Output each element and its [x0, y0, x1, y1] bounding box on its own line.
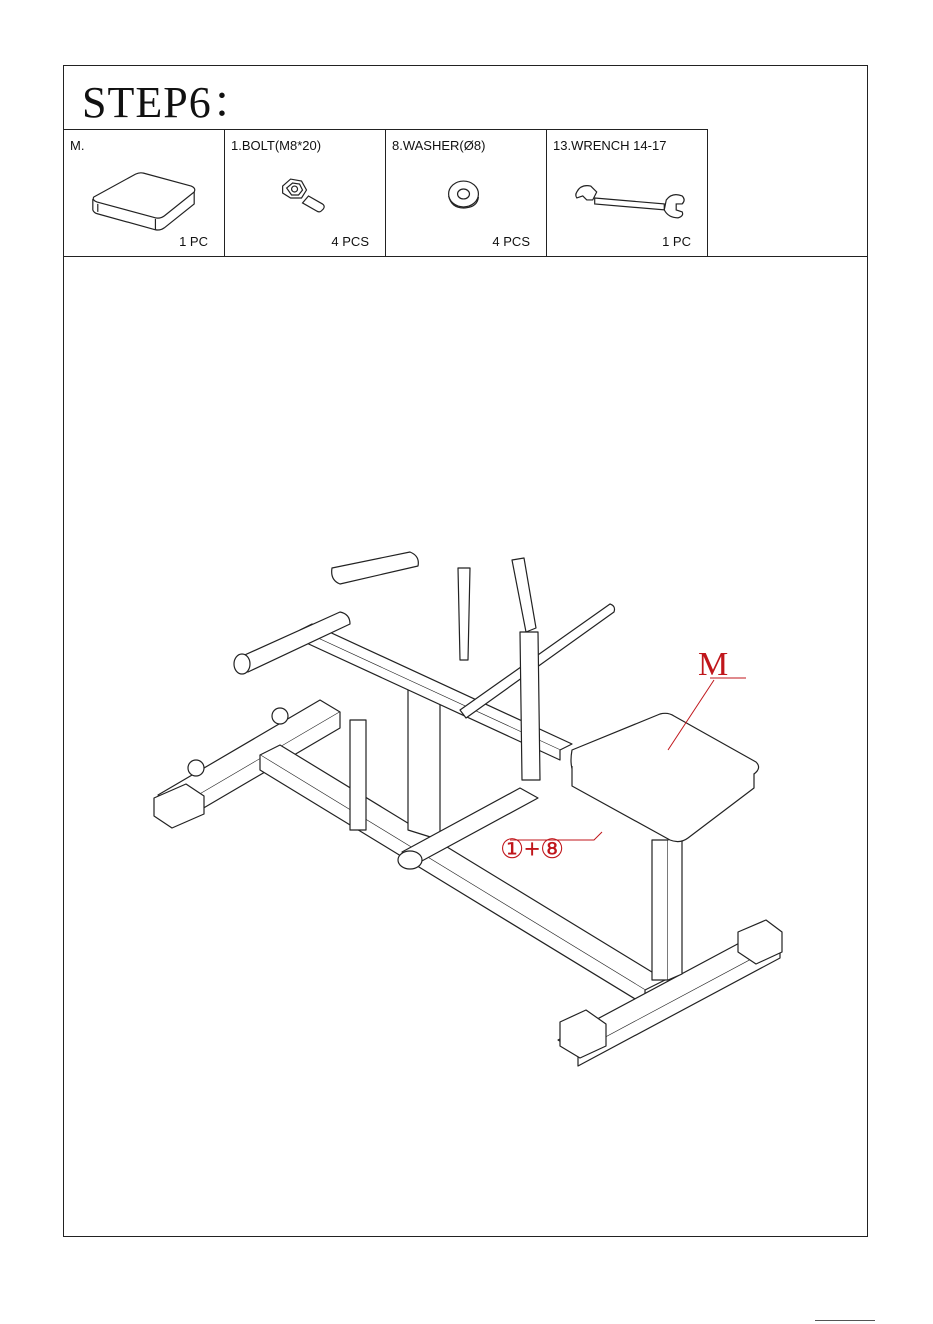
part-name: 13.WRENCH 14-17 — [553, 138, 667, 153]
part-cell-wrench — [547, 130, 707, 256]
parts-list — [63, 129, 708, 257]
callout-part-m: M — [698, 646, 729, 683]
part-qty: 4 PCS — [331, 234, 369, 249]
callout-bolt-washer: ①+⑧ — [500, 834, 565, 864]
assembly-diagram — [140, 540, 800, 1080]
part-name: 8.WASHER(Ø8) — [392, 138, 486, 153]
page-edge-mark — [815, 1320, 875, 1321]
washer-icon — [386, 152, 546, 234]
parts-divider — [63, 256, 868, 257]
part-qty: 4 PCS — [492, 234, 530, 249]
wrench-icon — [547, 152, 707, 234]
part-cell-seat — [64, 130, 225, 256]
part-name: M. — [70, 138, 85, 153]
bolt-icon — [225, 152, 385, 234]
step-title: STEP6： — [82, 78, 257, 127]
part-cell-bolt — [225, 130, 386, 256]
part-qty: 1 PC — [179, 234, 208, 249]
seat-pad-icon — [64, 152, 224, 234]
part-cell-washer — [386, 130, 547, 256]
part-qty: 1 PC — [662, 234, 691, 249]
part-name: 1.BOLT(M8*20) — [231, 138, 322, 153]
